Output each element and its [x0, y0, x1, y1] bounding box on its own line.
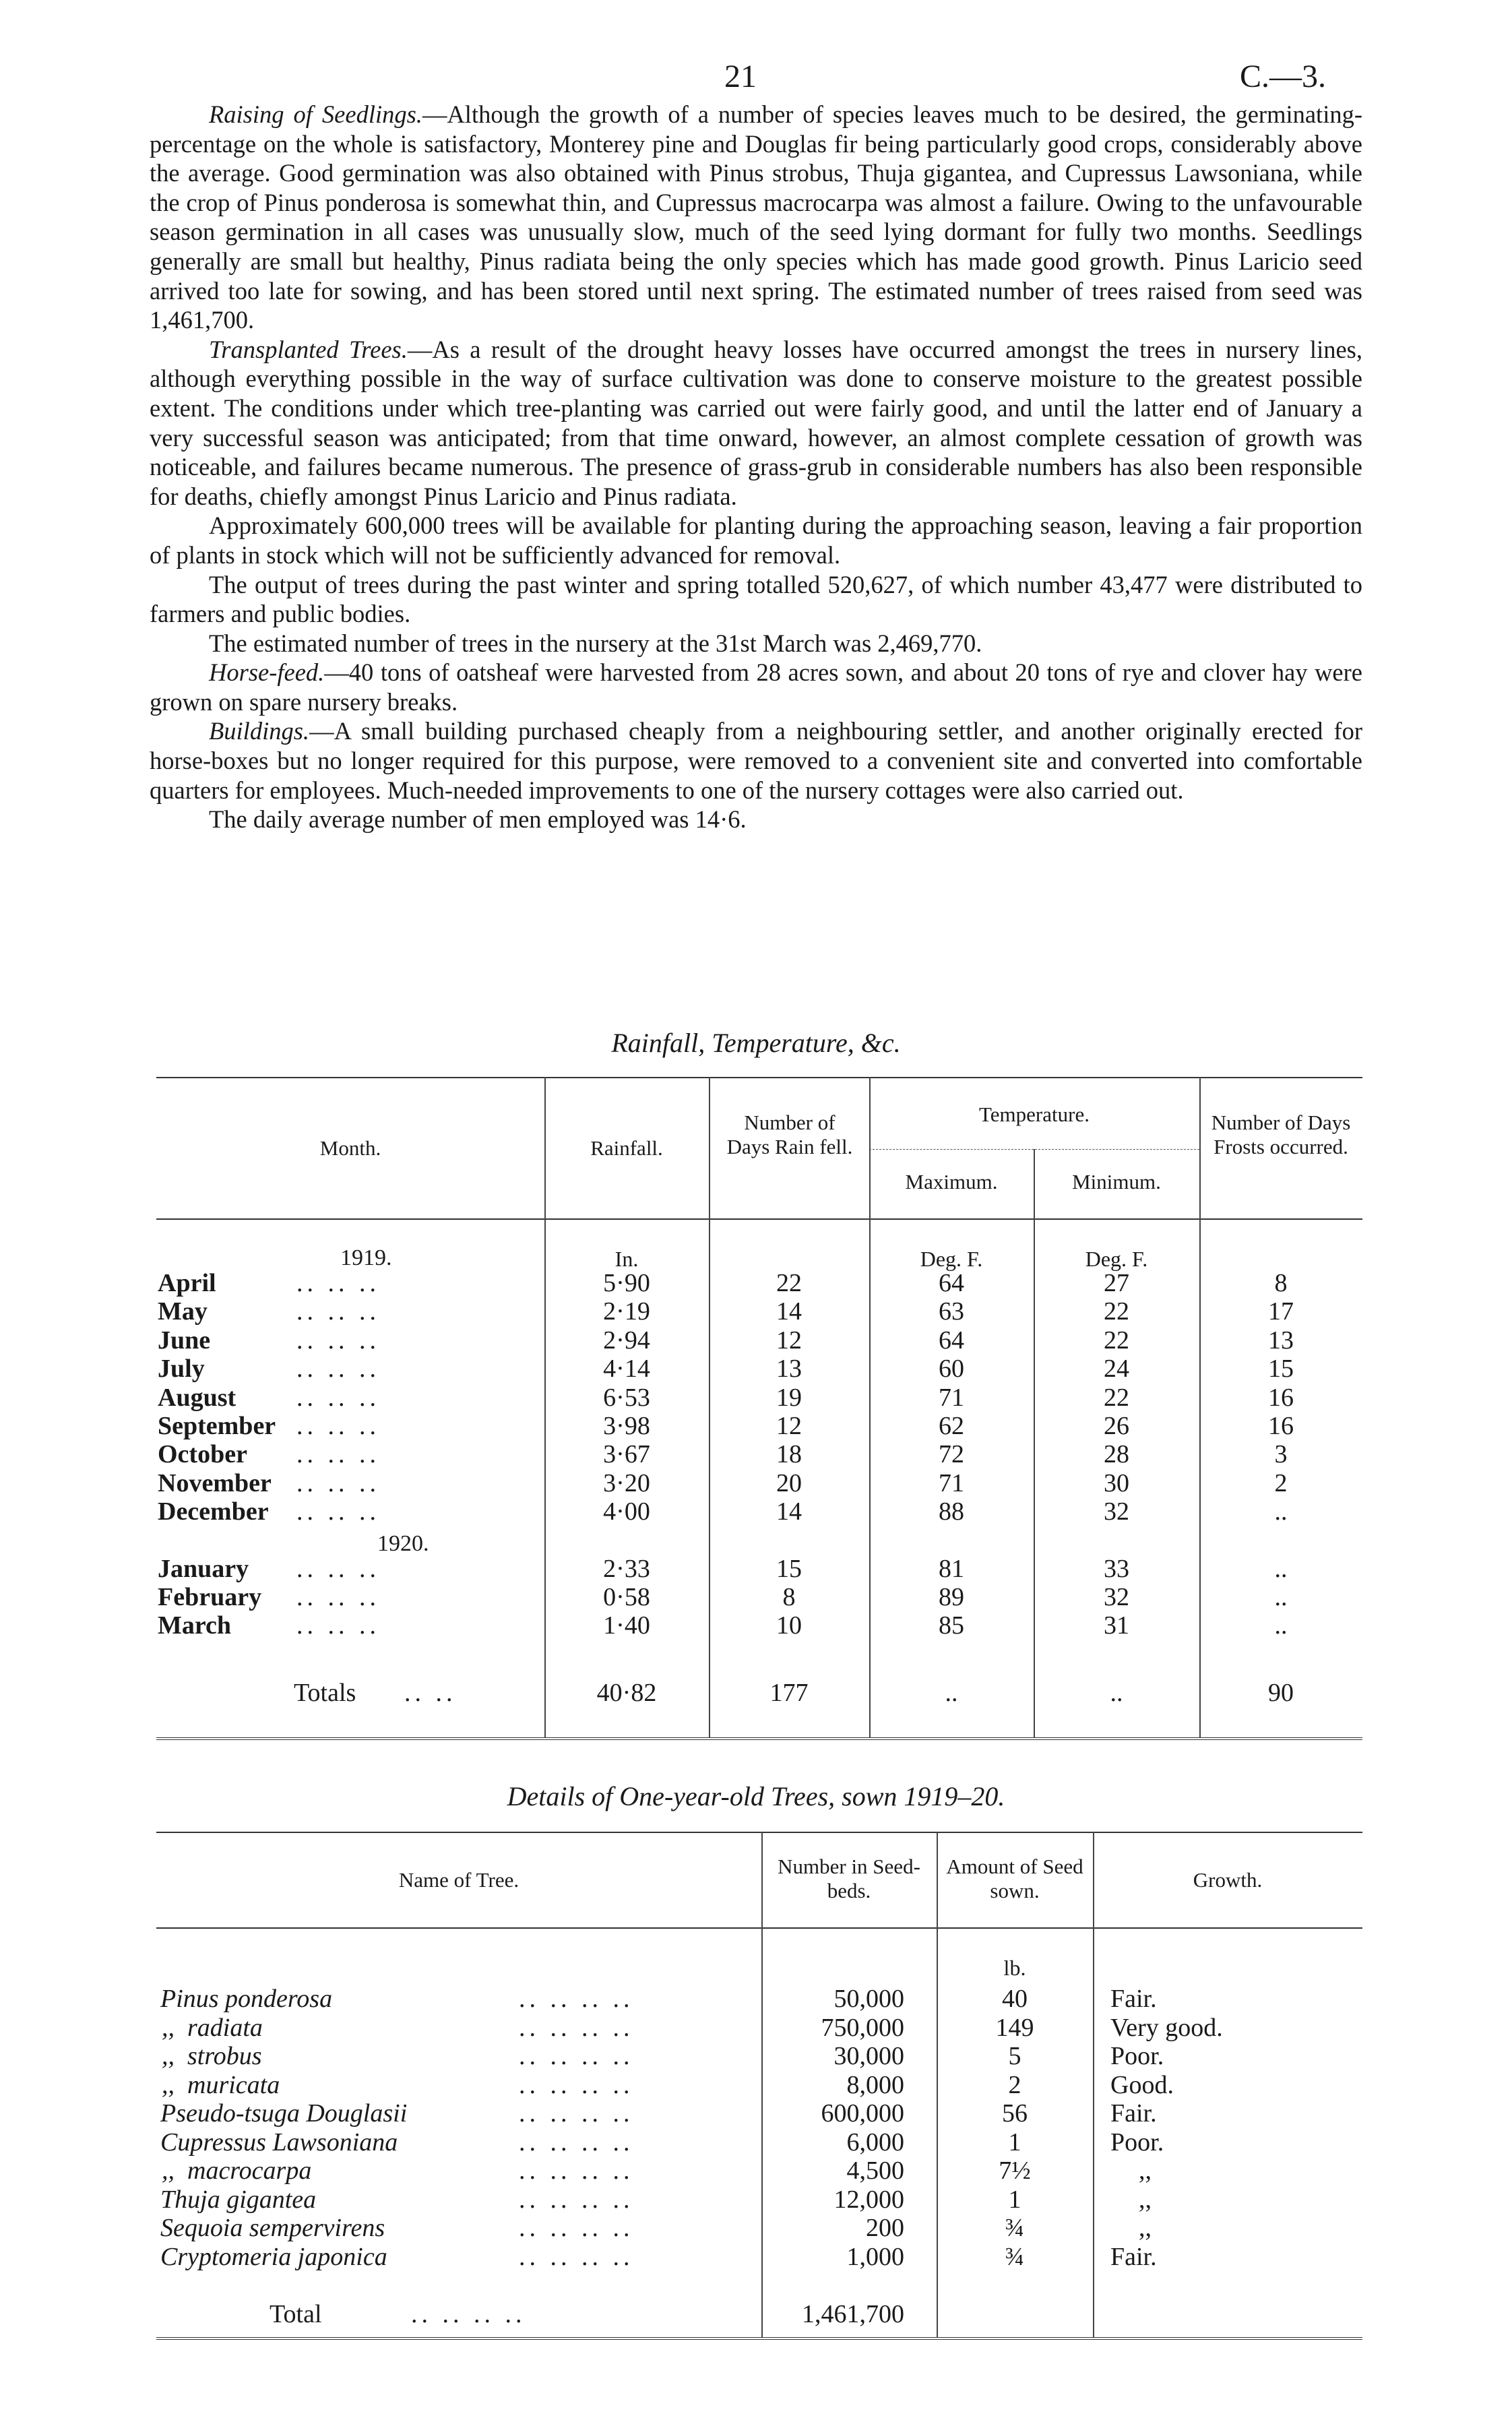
- month-name: July: [158, 1355, 205, 1384]
- rainfall-cell-min: 24: [1104, 1355, 1129, 1384]
- rainfall-cell-rain: 4·00: [603, 1497, 650, 1526]
- paragraph-text: The output of trees during the past winter and spring totalled 520,627, of which number 43,477 were distributed to farmers and public bodies.: [150, 570, 1362, 628]
- tree-name: ,, macrocarpa: [162, 2157, 312, 2185]
- page-number: 21: [724, 59, 757, 94]
- tree-name: Pinus ponderosa: [160, 1985, 333, 2013]
- leader-dots: .. .. ..: [296, 1383, 380, 1412]
- paragraph-heading: Buildings.: [209, 717, 310, 745]
- month-name: December: [158, 1497, 269, 1526]
- rainfall-cell-min: 32: [1104, 1497, 1129, 1526]
- unit-rainfall: In.: [615, 1247, 639, 1271]
- leader-dots: .. .. ..: [296, 1269, 380, 1297]
- tree-name: ,, muricata: [162, 2070, 280, 2099]
- year-1919-label: 1919.: [340, 1245, 392, 1270]
- leader-dots: .. .. ..: [296, 1554, 380, 1583]
- header-rainfall: Rainfall.: [590, 1136, 663, 1160]
- rainfall-cell-frosts: 2: [1274, 1468, 1288, 1497]
- paragraph-text: The estimated number of trees in the nursery at the 31st March was 2,469,770.: [209, 629, 982, 657]
- leader-dots: .. .. ..: [296, 1326, 380, 1355]
- rainfall-cell-frosts: 13: [1268, 1326, 1294, 1355]
- leader-dots: .. .. .. ..: [519, 2242, 634, 2271]
- rainfall-cell-min: 32: [1104, 1583, 1129, 1611]
- leader-dots: .. .. .. ..: [519, 2128, 634, 2157]
- month-name: May: [158, 1297, 208, 1326]
- seedbed-number: 4,500: [846, 2157, 904, 2185]
- rainfall-cell-frosts: 16: [1268, 1412, 1294, 1440]
- month-name: June: [158, 1326, 211, 1355]
- rainfall-cell-frosts: 3: [1274, 1440, 1288, 1469]
- rainfall-cell-rain: 1·40: [603, 1611, 650, 1640]
- growth-rating: Poor.: [1110, 2128, 1164, 2157]
- rainfall-cell-days: 10: [776, 1611, 802, 1640]
- total-number: 1,461,700: [802, 2300, 904, 2328]
- paragraph-heading: Horse-feed.: [209, 658, 325, 687]
- seed-amount: 1: [1008, 2185, 1021, 2214]
- header-month: Month.: [319, 1136, 381, 1160]
- tree-name: ,, strobus: [162, 2042, 262, 2070]
- unit-amount: lb.: [1003, 1956, 1026, 1980]
- leader-dots: .. .. .. ..: [519, 2185, 634, 2214]
- leader-dots: .. .. ..: [296, 1468, 380, 1497]
- tree-name: Cryptomeria japonica: [160, 2242, 387, 2271]
- rainfall-table-title: Rainfall, Temperature, &c.: [611, 1028, 901, 1058]
- rainfall-header-rule: [156, 1218, 1362, 1220]
- rainfall-bottom-rule: [156, 1737, 1362, 1740]
- rainfall-cell-days: 20: [776, 1468, 802, 1497]
- rainfall-cell-days: 15: [776, 1554, 802, 1583]
- tree-name: Sequoia sempervirens: [160, 2214, 385, 2242]
- rainfall-cell-min: 28: [1104, 1440, 1129, 1469]
- seedbed-number: 750,000: [821, 2013, 904, 2042]
- month-name: October: [158, 1440, 247, 1469]
- header-days-rain: Number of Days Rain fell.: [726, 1111, 853, 1158]
- header-frosts: Number of Days Frosts occurred.: [1211, 1111, 1351, 1158]
- seedbed-number: 1,000: [846, 2242, 904, 2271]
- leader-dots: .. .. .. ..: [519, 2070, 634, 2099]
- growth-rating: ,,: [1139, 2157, 1152, 2185]
- seed-amount: 149: [995, 2013, 1034, 2042]
- seed-amount: 1: [1008, 2128, 1021, 2157]
- rainfall-cell-min: 22: [1104, 1326, 1129, 1355]
- seed-amount: 2: [1008, 2070, 1021, 2099]
- year-1920-label: 1920.: [377, 1531, 429, 1556]
- seed-amount: ¾: [1005, 2214, 1025, 2242]
- rainfall-cell-max: 85: [939, 1611, 964, 1640]
- seed-amount: 40: [1002, 1985, 1028, 2013]
- month-name: August: [158, 1383, 237, 1412]
- paragraph-text: —As a result of the drought heavy losses have occurred amongst the trees in nursery lines, although everything possible in the way of surface cultivation was done to conserve moisture to the greatest possible extent. The conditions under which tree-planting was carried out were fairly good, and until the latter end of January a very successful season was anticipated; from that time onward, however, an almost complete cessation of growth was noticeable, and failures became numerous. The presence of grass-grub in considerable numbers has also been responsible for deaths, chiefly amongst Pinus Laricio and Pinus radiata.: [150, 335, 1362, 510]
- rainfall-cell-days: 19: [776, 1383, 802, 1412]
- rainfall-cell-max: 71: [939, 1468, 964, 1497]
- rainfall-cell-frosts: 15: [1268, 1355, 1294, 1384]
- leader-dots: .. .. ..: [296, 1412, 380, 1440]
- paragraph-text: —Although the growth of a number of species leaves much to be desired, the germinating-percentage on the whole is satisfactory, Monterey pine and Douglas fir being particularly good crops, considerably above the average. Good germination was also obtained with Pinus strobus, Thuja gigantea, and Cupressus Lawsoniana, while the crop of Pinus ponderosa is somewhat thin, and Cupressus macrocarpa was almost a failure. Owing to the unfavourable season germination in all cases was unusually slow, much of the seed lying dormant for fully two months. Seedlings generally are small but healthy, Pinus radiata being the only species which has made good growth. Pinus Laricio seed arrived too late for sowing, and has been stored until next spring. The estimated number of trees raised from seed was 1,461,700.: [150, 100, 1362, 334]
- leader-dots: .. .. .. ..: [519, 2214, 634, 2242]
- rainfall-cell-frosts: 8: [1274, 1269, 1288, 1297]
- rainfall-cell-frosts: ..: [1274, 1554, 1288, 1583]
- seedbed-number: 30,000: [833, 2042, 904, 2070]
- paragraph: [150, 570, 1362, 629]
- rainfall-cell-min: 22: [1104, 1297, 1129, 1326]
- trees-col-divider: [1093, 1832, 1094, 2337]
- rainfall-cell-days: 12: [776, 1326, 802, 1355]
- month-name: September: [158, 1412, 276, 1440]
- header-number: Number in Seed-beds.: [778, 1855, 920, 1902]
- leader-dots: .. .. ..: [296, 1440, 380, 1469]
- paragraph: [150, 335, 1362, 511]
- leader-dots: .. .. .. ..: [519, 2099, 634, 2128]
- unit-max: Deg. F.: [920, 1247, 983, 1271]
- rainfall-top-rule: [156, 1077, 1362, 1078]
- paragraph: [150, 511, 1362, 569]
- rainfall-cell-frosts: 17: [1268, 1297, 1294, 1326]
- header-minimum: Minimum.: [1072, 1170, 1161, 1193]
- total-days-rain: 177: [769, 1679, 809, 1707]
- growth-rating: Very good.: [1110, 2013, 1223, 2042]
- paragraph: [150, 805, 1362, 834]
- total-max: ..: [945, 1679, 958, 1707]
- leader-dots: .. ..: [404, 1679, 457, 1707]
- seedbed-number: 8,000: [846, 2070, 904, 2099]
- rainfall-cell-max: 88: [939, 1497, 964, 1526]
- rainfall-cell-max: 62: [939, 1412, 964, 1440]
- rainfall-cell-frosts: 16: [1268, 1383, 1294, 1412]
- month-name: March: [158, 1611, 232, 1640]
- leader-dots: .. .. .. ..: [519, 2042, 634, 2070]
- header-maximum: Maximum.: [905, 1170, 998, 1193]
- paragraph-heading: Raising of Seedlings.: [209, 100, 422, 128]
- growth-rating: Fair.: [1110, 2242, 1157, 2271]
- rainfall-cell-rain: 3·20: [603, 1468, 650, 1497]
- leader-dots: .. .. ..: [296, 1497, 380, 1526]
- tree-name: Pseudo-tsuga Douglasii: [160, 2099, 408, 2128]
- paragraph: [150, 629, 1362, 658]
- trees-header-rule: [156, 1927, 1362, 1929]
- leader-dots: .. .. ..: [296, 1583, 380, 1611]
- paragraph-text: The daily average number of men employed was 14·6.: [209, 805, 747, 834]
- paragraph-text: —40 tons of oatsheaf were harvested from 28 acres sown, and about 20 tons of rye and clover hay were grown on spare nursery breaks.: [150, 658, 1362, 716]
- rainfall-cell-max: 64: [939, 1326, 964, 1355]
- tree-name: Thuja gigantea: [160, 2185, 317, 2214]
- seed-amount: 56: [1002, 2099, 1028, 2128]
- seedbed-number: 6,000: [846, 2128, 904, 2157]
- header-growth: Growth.: [1193, 1868, 1263, 1892]
- rainfall-cell-days: 8: [782, 1583, 796, 1611]
- rainfall-cell-rain: 4·14: [603, 1355, 650, 1384]
- paragraph-text: —A small building purchased cheaply from a neighbouring settler, and another originally erected for horse-boxes but no longer required for this purpose, were removed to a convenient site and converted into comfortable quarters for employees. Much-needed improvements to one of the nursery cottages were also carried out.: [150, 717, 1362, 804]
- rainfall-cell-min: 26: [1104, 1412, 1129, 1440]
- growth-rating: Fair.: [1110, 1985, 1157, 2013]
- header-temperature: Temperature.: [979, 1103, 1090, 1126]
- rainfall-cell-rain: 2·94: [603, 1326, 650, 1355]
- month-name: February: [158, 1583, 262, 1611]
- rainfall-cell-days: 13: [776, 1355, 802, 1384]
- growth-rating: Poor.: [1110, 2042, 1164, 2070]
- paragraph-text: Approximately 600,000 trees will be available for planting during the approaching season, leaving a fair proportion of plants in stock which will not be sufficiently advanced for removal.: [150, 511, 1362, 569]
- trees-bottom-rule: [156, 2337, 1362, 2340]
- leader-dots: .. .. ..: [296, 1297, 380, 1326]
- rainfall-cell-rain: 3·67: [603, 1440, 650, 1469]
- leader-dots: .. .. ..: [296, 1611, 380, 1640]
- seed-amount: ¾: [1005, 2242, 1025, 2271]
- leader-dots: .. .. .. ..: [519, 2157, 634, 2185]
- paragraph: [150, 100, 1362, 335]
- unit-min: Deg. F.: [1085, 1247, 1148, 1271]
- rainfall-cell-min: 31: [1104, 1611, 1129, 1640]
- tree-name: Cupressus Lawsoniana: [160, 2128, 398, 2157]
- rainfall-cell-min: 30: [1104, 1468, 1129, 1497]
- rainfall-cell-max: 63: [939, 1297, 964, 1326]
- rainfall-cell-max: 89: [939, 1583, 964, 1611]
- growth-rating: ,,: [1139, 2185, 1152, 2214]
- rainfall-cell-rain: 5·90: [603, 1269, 650, 1297]
- paragraph: [150, 658, 1362, 716]
- month-name: April: [158, 1269, 216, 1297]
- rainfall-cell-frosts: ..: [1274, 1583, 1288, 1611]
- seedbed-number: 12,000: [833, 2185, 904, 2214]
- rainfall-cell-max: 81: [939, 1554, 964, 1583]
- rainfall-cell-frosts: ..: [1274, 1497, 1288, 1526]
- rainfall-cell-rain: 0·58: [603, 1583, 650, 1611]
- rainfall-cell-days: 22: [776, 1269, 802, 1297]
- leader-dots: .. .. .. ..: [411, 2300, 526, 2328]
- rainfall-cell-max: 72: [939, 1440, 964, 1469]
- paragraph: [150, 716, 1362, 805]
- rainfall-cell-days: 12: [776, 1412, 802, 1440]
- growth-rating: Good.: [1110, 2070, 1174, 2099]
- leader-dots: .. .. .. ..: [519, 2013, 634, 2042]
- tree-name: ,, radiata: [162, 2013, 263, 2042]
- total-min: ..: [1110, 1679, 1123, 1707]
- leader-dots: .. .. ..: [296, 1355, 380, 1384]
- rainfall-cell-max: 60: [939, 1355, 964, 1384]
- rainfall-cell-days: 18: [776, 1440, 802, 1469]
- rainfall-cell-max: 64: [939, 1269, 964, 1297]
- paragraph-heading: Transplanted Trees.: [209, 335, 408, 363]
- total-label: Total: [270, 2300, 322, 2328]
- header-amount: Amount of Seed sown.: [946, 1855, 1083, 1902]
- seedbed-number: 600,000: [821, 2099, 904, 2128]
- totals-label: Totals: [294, 1679, 356, 1707]
- total-frosts: 90: [1268, 1679, 1294, 1707]
- total-rainfall: 40·82: [596, 1679, 657, 1707]
- trees-top-rule: [156, 1832, 1362, 1833]
- month-name: November: [158, 1468, 272, 1497]
- document-code: C.—3.: [1240, 59, 1327, 94]
- growth-rating: Fair.: [1110, 2099, 1157, 2128]
- rainfall-cell-min: 27: [1104, 1269, 1129, 1297]
- trees-table-title: Details of One-year-old Trees, sown 1919–20.: [507, 1781, 1005, 1811]
- seedbed-number: 50,000: [833, 1985, 904, 2013]
- rainfall-cell-min: 33: [1104, 1554, 1129, 1583]
- rainfall-cell-rain: 3·98: [603, 1412, 650, 1440]
- rainfall-cell-days: 14: [776, 1297, 802, 1326]
- seed-amount: 7½: [999, 2157, 1031, 2185]
- rainfall-cell-min: 22: [1104, 1383, 1129, 1412]
- header-tree-name: Name of Tree.: [398, 1868, 519, 1892]
- rainfall-cell-max: 71: [939, 1383, 964, 1412]
- month-name: January: [158, 1554, 249, 1583]
- seed-amount: 5: [1008, 2042, 1021, 2070]
- body-text: [150, 100, 1362, 834]
- growth-rating: ,,: [1139, 2214, 1152, 2242]
- rainfall-cell-rain: 2·19: [603, 1297, 650, 1326]
- rainfall-cell-rain: 2·33: [603, 1554, 650, 1583]
- leader-dots: .. .. .. ..: [519, 1985, 634, 2013]
- seedbed-number: 200: [866, 2214, 904, 2242]
- rainfall-cell-rain: 6·53: [603, 1383, 650, 1412]
- rainfall-cell-days: 14: [776, 1497, 802, 1526]
- rainfall-cell-frosts: ..: [1274, 1611, 1288, 1640]
